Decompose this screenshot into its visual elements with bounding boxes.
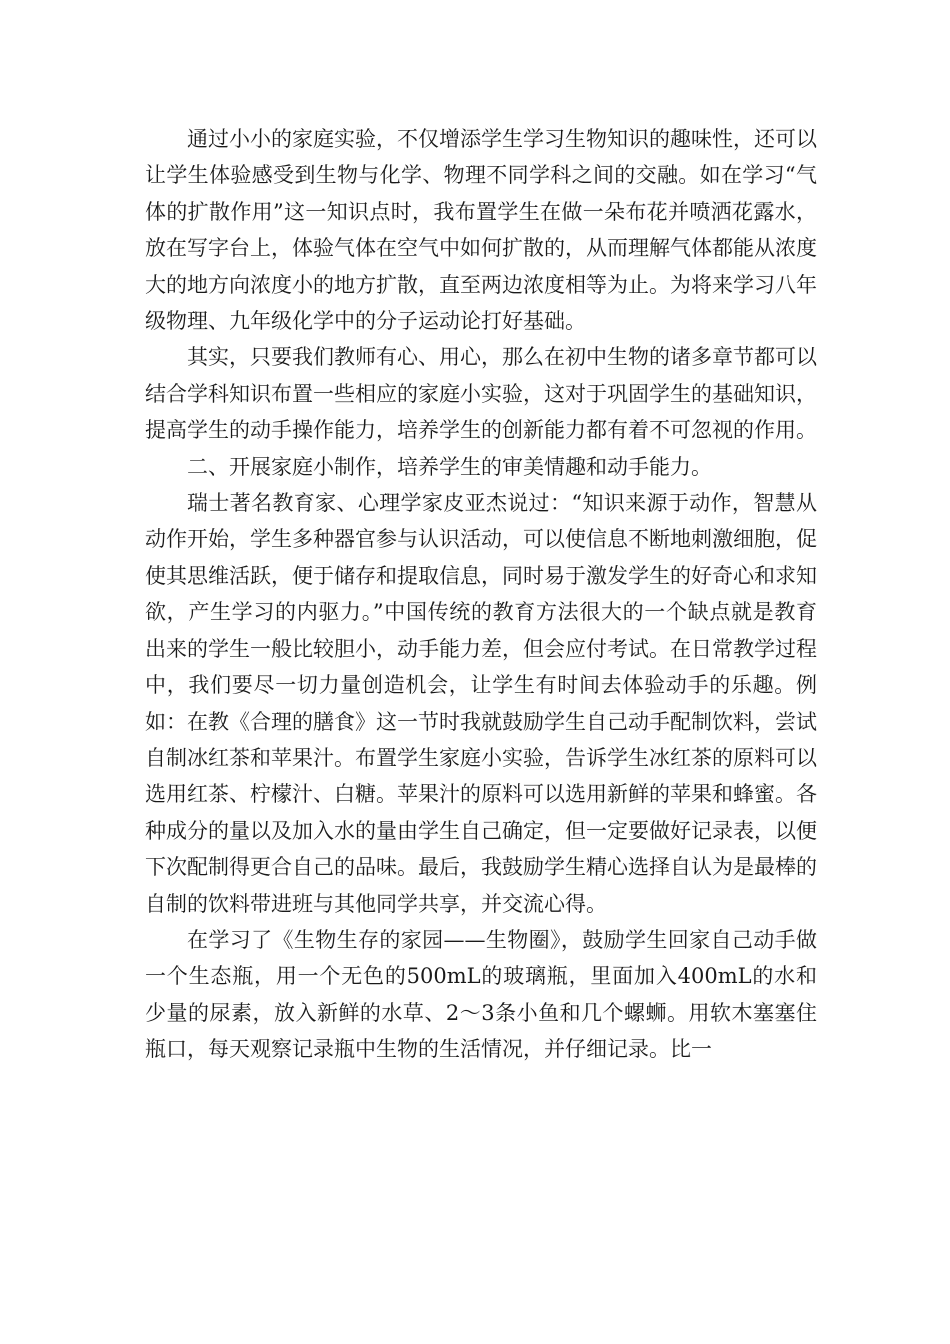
paragraph-home-experiment: 通过小小的家庭实验，不仅增添学生学习生物知识的趣味性，还可以让学生体验感受到生物与化学、物理不同学科之间的交融。如在学习“气体的扩散作用”这一知识点时，我布置学生在做一朵布花并喷洒花露水，放在写字台上，体验气体在空气中如何扩散的，从而理解气体都能从浓度大的地方向浓度小的地方扩散，直至两边浓度相等为止。为将来学习八年级物理、九年级化学中的分子运动论打好基础。 xyxy=(145,127,817,334)
paragraph-piaget-quote: 瑞士著名教育家、心理学家皮亚杰说过：“知识来源于动作，智慧从动作开始，学生多种器官参与认识活动，可以使信息不断地刺激细胞，促使其思维活跃，便于储存和提取信息，同时易于激发学生的好奇心和求知欲，产生学习的内驱力。”中国传统的教育方法很大的一个缺点就是教育出来的学生一般比较胆小，动手能力差，但会应付考试。在日常教学过程中，我们要尽一切力量创造机会，让学生有时间去体验动手的乐趣。例如：在教《合理的膳食》这一节时我就鼓励学生自己动手配制饮料，尝试自制冰红茶和苹果汁。布置学生家庭小实验，告诉学生冰红茶的原料可以选用红茶、柠檬汁、白糖。苹果汁的原料可以选用新鲜的苹果和蜂蜜。各种成分的量以及加入水的量由学生自己确定，但一定要做好记录表，以便下次配制得更合自己的品味。最后，我鼓励学生精心选择自认为是最棒的自制的饮料带进班与其他同学共享，并交流心得。 xyxy=(145,491,817,916)
paragraph-teacher-attention: 其实，只要我们教师有心、用心，那么在初中生物的诸多章节都可以结合学科知识布置一些相应的家庭小实验，这对于巩固学生的基础知识，提高学生的动手操作能力，培养学生的创新能力都有着不可忽视的作用。 xyxy=(145,345,817,443)
paragraph-ecosystem-bottle: 在学习了《生物生存的家园——生物圈》，鼓励学生回家自己动手做一个生态瓶，用一个无色的500mL的玻璃瓶，里面加入400mL的水和少量的尿素，放入新鲜的水草、2～3条小鱼和几个螺蛳。用软木塞塞住瓶口，每天观察记录瓶中生物的生活情况，并仔细记录。比一 xyxy=(145,927,817,1062)
document-body xyxy=(145,121,817,1068)
section-heading-home-crafts: 二、开展家庭小制作，培养学生的审美情趣和动手能力。 xyxy=(187,454,712,479)
